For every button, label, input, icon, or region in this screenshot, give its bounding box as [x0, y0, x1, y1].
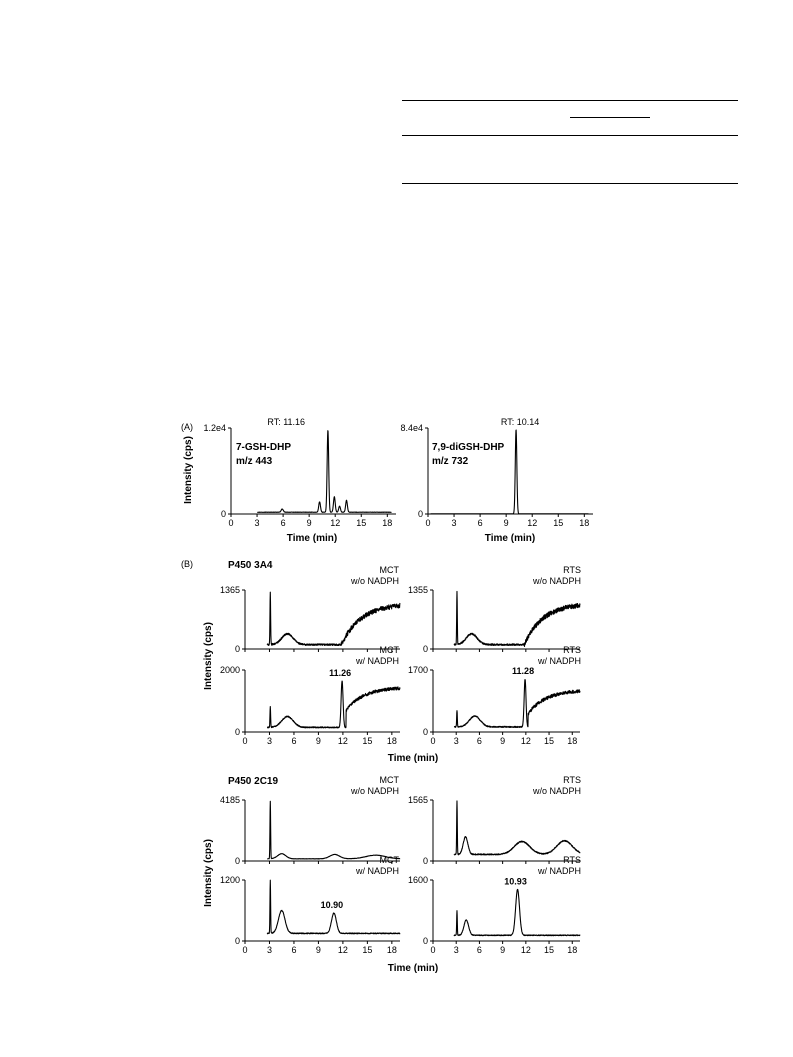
x-tick-label: 0 [430, 736, 436, 746]
x-tick-label: 15 [362, 736, 373, 746]
y-tick-label-max: 1565 [407, 795, 428, 805]
x-tick-label: 6 [291, 945, 297, 955]
chromatogram-trace [267, 592, 400, 645]
group-title-3a4: P450 3A4 [228, 560, 273, 571]
legend-condition: w/ NADPH [537, 656, 581, 666]
x-tick-label: 3 [266, 736, 272, 746]
y-axis-label-3a4: Intensity (cps) [203, 622, 214, 690]
y-tick-label-max: 4185 [219, 795, 240, 805]
x-tick-label: 3 [453, 945, 459, 955]
x-tick-label: 18 [567, 736, 578, 746]
y-tick-label-min: 0 [422, 856, 428, 866]
chromatogram-trace [454, 591, 580, 646]
x-axis-label-a-left: Time (min) [286, 533, 338, 544]
legend-sample: RTS [563, 645, 581, 655]
legend-sample: MCT [379, 775, 399, 785]
chart-panel-1 [400, 417, 593, 528]
legend-condition: w/ NADPH [355, 866, 399, 876]
x-tick-label: 15 [553, 518, 564, 528]
x-tick-label: 0 [430, 945, 436, 955]
x-tick-label: 0 [242, 736, 248, 746]
legend-sample: MCT [379, 855, 399, 865]
legend-sample: RTS [563, 565, 581, 575]
x-tick-label: 6 [291, 736, 297, 746]
panel-a-subtitle-left: m/z 443 [236, 456, 273, 467]
x-axis-label-2c19: Time (min) [387, 963, 439, 974]
x-tick-label: 15 [356, 518, 367, 528]
x-tick-label: 9 [500, 945, 506, 955]
chart-panel-0 [203, 417, 396, 528]
x-tick-label: 12 [330, 518, 341, 528]
legend-condition: w/o NADPH [350, 576, 399, 586]
x-tick-label: 0 [425, 518, 431, 528]
x-tick-label: 15 [544, 736, 555, 746]
chromatogram-trace [267, 681, 400, 728]
x-tick-label: 18 [382, 518, 393, 528]
chromatogram-trace [454, 889, 580, 935]
y-tick-label-max: 1355 [407, 585, 428, 595]
peak-time-label: 11.26 [329, 667, 352, 678]
x-tick-label: 12 [337, 945, 348, 955]
chart-panel-4 [220, 645, 400, 746]
y-axis-label-a: Intensity (cps) [183, 436, 194, 504]
y-tick-label-min: 0 [422, 936, 428, 946]
chromatogram-trace [267, 801, 400, 859]
x-tick-label: 9 [503, 518, 509, 528]
x-tick-label: 9 [500, 736, 506, 746]
panel-a-title-right: 7,9-diGSH-DHP [432, 442, 505, 453]
y-tick-label-min: 0 [234, 856, 240, 866]
y-tick-label-max: 1600 [407, 875, 428, 885]
y-tick-label-min: 0 [234, 644, 240, 654]
y-tick-label-max: 1365 [219, 585, 240, 595]
x-tick-label: 3 [266, 945, 272, 955]
x-tick-label: 12 [337, 736, 348, 746]
chart-panel-6 [220, 775, 400, 866]
legend-condition: w/o NADPH [350, 786, 399, 796]
legend-sample: RTS [563, 775, 581, 785]
x-tick-label: 18 [567, 945, 578, 955]
legend-sample: RTS [563, 855, 581, 865]
y-tick-label-min: 0 [234, 727, 240, 737]
x-tick-label: 9 [315, 736, 321, 746]
y-tick-label-max: 1200 [219, 875, 240, 885]
y-tick-label-max: 2000 [219, 665, 240, 675]
peak-time-label: 10.90 [320, 900, 344, 911]
y-tick-label-max: 1700 [407, 665, 428, 675]
y-axis-label-2c19: Intensity (cps) [203, 839, 214, 907]
x-tick-label: 6 [477, 518, 483, 528]
x-tick-label: 6 [476, 736, 482, 746]
chromatogram-trace [454, 801, 580, 855]
legend-sample: MCT [379, 645, 399, 655]
x-tick-label: 3 [451, 518, 457, 528]
chromatogram-trace [454, 680, 580, 728]
x-tick-label: 12 [520, 736, 531, 746]
chart-panel-5 [408, 645, 581, 746]
y-tick-label-min: 0 [234, 936, 240, 946]
retention-time-label: RT: 11.16 [267, 417, 306, 427]
legend-condition: w/ NADPH [355, 656, 399, 666]
y-tick-label-min: 0 [422, 644, 428, 654]
peak-time-label: 11.28 [512, 666, 535, 677]
x-tick-label: 9 [315, 945, 321, 955]
legend-condition: w/ NADPH [537, 866, 581, 876]
y-tick-label-max: 8.4e4 [400, 423, 423, 433]
panel-label-a: (A) [181, 422, 193, 432]
chart-panel-9 [408, 855, 581, 955]
chart-panel-7 [408, 775, 581, 866]
x-tick-label: 18 [386, 945, 397, 955]
x-tick-label: 18 [579, 518, 590, 528]
legend-sample: MCT [379, 565, 399, 575]
x-tick-label: 3 [254, 518, 260, 528]
y-tick-label-max: 1.2e4 [203, 423, 226, 433]
x-tick-label: 15 [362, 945, 373, 955]
x-tick-label: 12 [520, 945, 531, 955]
x-tick-label: 12 [527, 518, 538, 528]
peak-time-label: 10.93 [504, 876, 527, 887]
legend-condition: w/o NADPH [532, 786, 581, 796]
x-tick-label: 18 [386, 736, 397, 746]
legend-condition: w/o NADPH [532, 576, 581, 586]
x-tick-label: 3 [453, 736, 459, 746]
x-tick-label: 15 [544, 945, 555, 955]
chart-panel-3 [408, 565, 581, 654]
panel-label-b: (B) [181, 559, 193, 569]
y-tick-label-min: 0 [220, 509, 226, 519]
x-axis-label-a-right: Time (min) [484, 533, 536, 544]
retention-time-label: RT: 10.14 [500, 417, 540, 427]
panel-a-subtitle-right: m/z 732 [432, 456, 469, 467]
x-tick-label: 0 [228, 518, 234, 528]
group-title-2c19: P450 2C19 [228, 776, 279, 787]
x-tick-label: 6 [280, 518, 286, 528]
x-tick-label: 6 [476, 945, 482, 955]
y-tick-label-min: 0 [422, 727, 428, 737]
x-tick-label: 0 [242, 945, 248, 955]
y-tick-label-min: 0 [417, 509, 423, 519]
x-tick-label: 9 [306, 518, 312, 528]
panel-a-title-left: 7-GSH-DHP [236, 442, 292, 453]
x-axis-label-3a4: Time (min) [387, 753, 439, 764]
chart-panel-2 [220, 565, 400, 654]
chart-panel-8 [220, 855, 400, 955]
